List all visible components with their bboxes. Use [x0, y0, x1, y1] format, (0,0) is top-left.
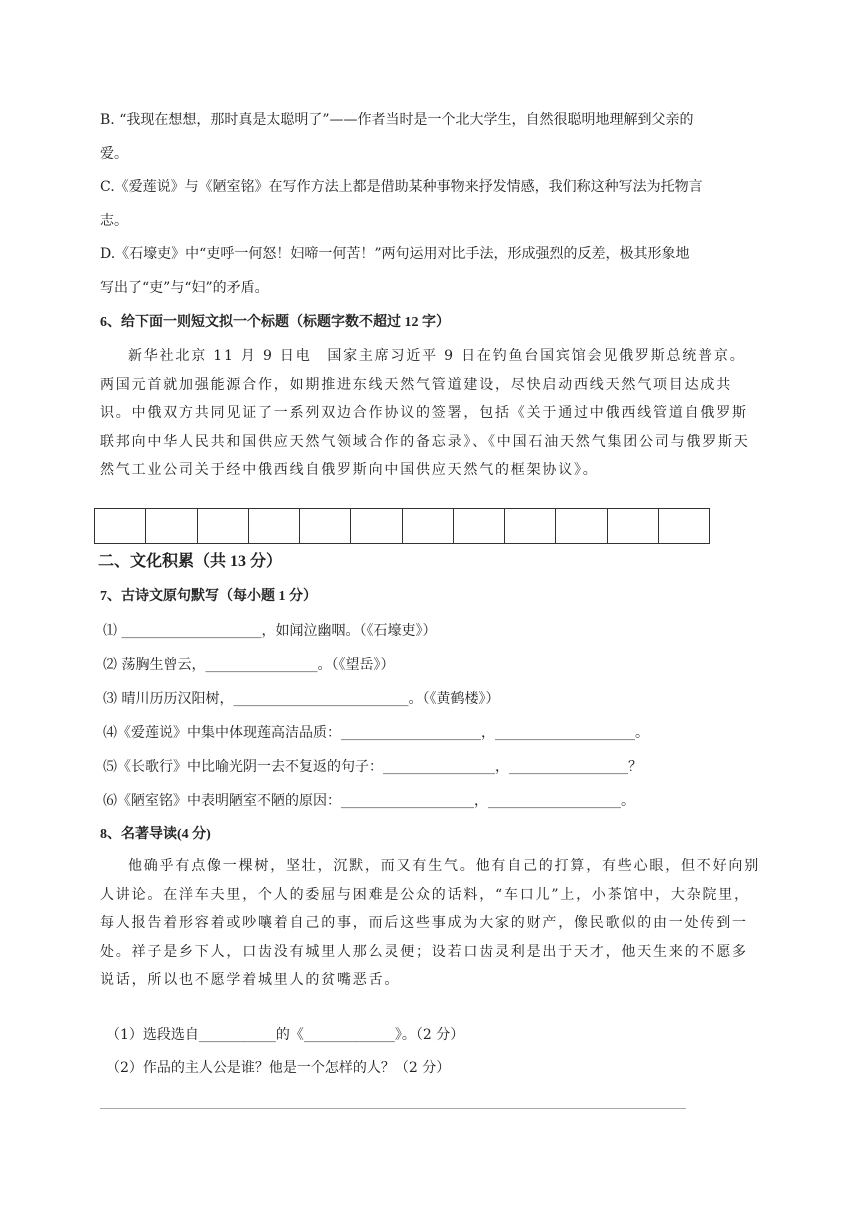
option-d-line2: 写出了“吏”与“妇”的矛盾。 [100, 280, 269, 296]
q8-subquestion-2: （2）作品的主人公是谁？他是一个怎样的人？（2 分） [106, 1060, 451, 1076]
q8-subquestion-1: （1）选段选自___________的《_____________》。（2 分） [106, 1027, 465, 1043]
answer-cell[interactable] [659, 509, 709, 543]
section-heading: 二、文化积累（共 13 分） [98, 553, 283, 570]
q6-passage: 新华社北京 11 月 9 日电 国家主席习近平 9 日在钓鱼台国宾馆会见俄罗斯总统普京。两国元首就加强能源合作，如期推进东线天然气管道建设，尽快启动西线天然气项目达成共识。中俄双方共同见证了一系列双边合作协议的签署，包括《关于通过中俄西线管道自俄罗斯联邦向中华人民共和国供应天然气领域合作的备忘录》、《中国石油天然气集团公司与俄罗斯天然气工业公司关于经中俄西线自俄罗斯向中国供应天然气的框架协议》。 [100, 348, 750, 479]
option-c-line1: C.《爱莲说》与《陋室铭》在写作方法上都是借助某种事物来抒发情感，我们称这种写法为托物言 [100, 179, 703, 195]
answer-cell[interactable] [403, 509, 454, 543]
option-b-line2: 爱。 [100, 146, 128, 162]
q7-item: ⑴ ____________________，如闻泣幽咽。（《石壕吏》） [103, 623, 437, 639]
q7-item: ⑸《长歌行》中比喻光阴一去不复返的句子：________________，_________________？ [103, 759, 642, 775]
q8-passage: 他确乎有点像一棵树，坚壮，沉默，而又有生气。他有自己的打算，有些心眼，但不好向别人讲论。在洋车夫里，个人的委屈与困难是公众的话料，“车口儿”上，小茶馆中，大杂院里，每人报告着形容着或吵嚷着自己的事，而后这些事成为大家的财产，像民歌似的由一处传到一处。祥子是乡下人，口齿没有城里人那么灵便；设若口齿灵利是出于天才，他天生来的不愿多说话，所以也不愿学着城里人的贫嘴恶舌。 [100, 858, 760, 989]
q7-item: ⑹《陋室铭》中表明陋室不陋的原因：___________________，___________________。 [103, 793, 635, 809]
answer-cell[interactable] [249, 509, 300, 543]
q8-title: 8、名著导读(4 分) [100, 827, 211, 842]
answer-cell[interactable] [351, 509, 402, 543]
answer-cell[interactable] [95, 509, 146, 543]
q7-title: 7、古诗文原句默写（每小题 1 分） [100, 589, 317, 604]
answer-cell[interactable] [608, 509, 659, 543]
q6-title: 6、给下面一则短文拟一个标题（标题字数不超过 12 字） [100, 315, 450, 330]
q7-item: ⑷《爱莲说》中集中体现莲高洁品质：____________________，____________________。 [103, 725, 649, 741]
answer-cell[interactable] [198, 509, 249, 543]
answer-cell[interactable] [454, 509, 505, 543]
answer-line[interactable] [100, 1108, 686, 1109]
option-c-line2: 志。 [100, 213, 128, 229]
option-b-line1: B. “我现在想想，那时真是太聪明了”——作者当时是一个北大学生，自然很聪明地理解到父亲的 [100, 112, 694, 128]
answer-cell[interactable] [505, 509, 556, 543]
answer-cell[interactable] [556, 509, 607, 543]
q7-item: ⑵ 荡胸生曾云，________________。（《望岳》） [103, 657, 395, 673]
answer-cell[interactable] [146, 509, 197, 543]
q7-item: ⑶ 晴川历历汉阳树，_________________________。（《黄鹤楼》） [103, 691, 500, 707]
title-answer-grid[interactable] [94, 508, 710, 544]
answer-cell[interactable] [300, 509, 351, 543]
option-d-line1: D.《石壕吏》中“吏呼一何怒！妇啼一何苦！”两句运用对比手法，形成强烈的反差，极其形象地 [100, 246, 690, 262]
